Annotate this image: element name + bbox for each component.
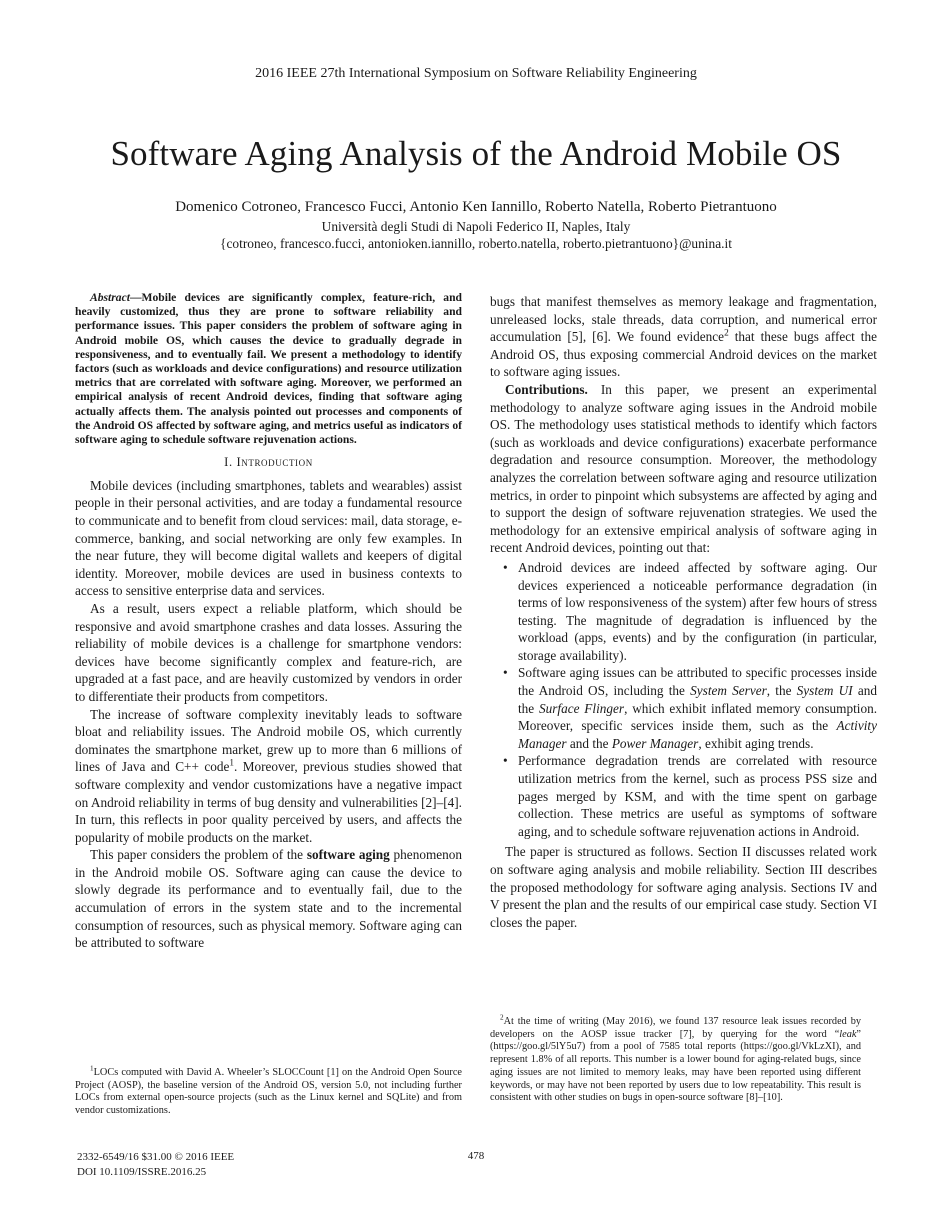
conference-header: 2016 IEEE 27th International Symposium on Software Reliability Engineering xyxy=(255,66,697,81)
intro-paragraph-3 xyxy=(75,706,462,847)
bullet2-text-e: and the xyxy=(566,735,612,751)
structure-paragraph: The paper is structured as follows. Section II discusses related work on software aging analysis and mobile reliability. Section III describes the proposed methodology for software aging analysis. Sections IV and V present the plan and the results of our empirical case study. Section VI closes the paper. xyxy=(490,844,877,930)
bullet2-text-a: Software aging issues can be attributed to specific processes inside the Android OS, including the xyxy=(518,665,877,699)
bullet2-text-c: and the xyxy=(518,683,877,716)
intro-paragraph-4 xyxy=(75,846,462,952)
footnote-1-mark: 1 xyxy=(90,1064,94,1073)
footnote-2 xyxy=(490,1013,861,1105)
abstract xyxy=(75,291,462,447)
intro-p3-text-a: The increase of software complexity inevitably leads to software bloat and reliability issues. The Android mobile OS, which currently dominates the smartphone market, grew up to more than 6 millions of lines of Java and C++ code xyxy=(75,706,462,775)
intro-p4-text-a: This paper considers the problem of the xyxy=(90,847,307,863)
section-numeral: I. xyxy=(224,455,233,470)
bullet2-italic-surface-flinger: Surface Flinger xyxy=(539,700,625,716)
paper-title: Software Aging Analysis of the Android Mobile OS xyxy=(110,134,842,173)
intro-paragraph-2: As a result, users expect a reliable platform, which should be responsive and avoid smartphone crashes and data losses. Assuring the reliability of mobile devices is a challenge for smartphone vendors: devices have become significantly complex and feature-rich, are upgraded at a fast pace, and are heavily customized by vendors in order to differentiate their products from competitors. xyxy=(75,600,462,704)
abstract-text: —Mobile devices are significantly complex, feature-rich, and heavily customized, thus they are prone to software reliability and performance issues. This paper considers the problem of software aging in Android mobile OS, which causes the device to gradually degrade in responsiveness, and to eventually fail. We present a methodology to identify factors (such as workloads and device configurations) and resource utilization metrics that are correlated with software aging. Moreover, we performed an empirical analysis of recent Android devices, finding that software aging actually affects them. The analysis pointed out processes and components of the Android OS affected by software aging, and metrics useful as indicators of software aging to schedule software rejuvenation actions. xyxy=(75,291,462,447)
footnote-ref-1: 1 xyxy=(229,758,235,769)
footnote-1-text: LOCs computed with David A. Wheeler’s SLOCCount [1] on the Android Open Source Project (AOSP), the baseline version of the Android OS, version 5.0, not including further LOCs from external open-source projects (such as the Linux kernel and SQLite) and from vendor customizations. xyxy=(75,1067,462,1116)
list-item: • Android devices are indeed affected by software aging. Our devices experienced a noticeable performance degradation (in terms of low responsiveness of the system) after few hours of stress testing. The magnitude of degradation is influenced by the workload (apps, events) and by the configuration (in particular, storage availability). xyxy=(518,559,877,665)
right-p1-text-b: that these bugs affect the Android OS, thus exposing commercial Android devices on the market to software aging issues. xyxy=(490,329,877,380)
section-title: Introduction xyxy=(236,455,313,470)
footnote-2-italic: leak xyxy=(839,1028,857,1040)
section-heading-introduction xyxy=(75,454,462,472)
footnote-ref-2: 2 xyxy=(724,328,729,339)
author-emails: {cotroneo, francesco.fucci, antonioken.iannillo, roberto.natella, roberto.pietrantuono}@unina.it xyxy=(220,236,732,251)
intro-p3-text-b: . Moreover, previous studies showed that software complexity and vendor customizations have a negative impact on Android reliability in terms of bug density and vulnerabilities [2]–[4]. In turn, this reflects in poor quality perceived by users, and affects the popularity of mobile products on the market. xyxy=(75,759,463,845)
footnote-2-text-b: ” (https://goo.gl/5lY5u7) from a pool of 7585 total reports (https://goo.gl/VkLzXI), and represent 1.8% of all reports. This number is a lower bound for aging-related bugs, since aging issues are not limited to memory leaks, may have been reported using different keywords, or may have not been reported by users due to low repeatability. This result is consistent with other studies on bugs in open-source software [8]–[10]. xyxy=(490,1028,861,1104)
issn-line: 2332-6549/16 $31.00 © 2016 IEEE xyxy=(77,1151,235,1163)
intro-p4-bold: software aging xyxy=(306,847,390,863)
bullet2-text-b: , the xyxy=(766,683,797,699)
footnote-1 xyxy=(75,1064,462,1117)
left-column xyxy=(75,291,462,952)
contributions-label: Contributions. xyxy=(505,381,588,397)
affiliation: Università degli Studi di Napoli Federico II, Naples, Italy xyxy=(321,219,631,234)
contributions-text: In this paper, we present an experimental methodology to analyze software aging issues in the Android mobile OS. The methodology uses statistical methods to identify which factors (such as workloads and device configurations) exacerbate performance degradation and resource consumption. Moreover, the methodology analyzes the correlation between software aging and resource utilization metrics, in order to pinpoint which subsystems are affected by aging and to support the design of software rejuvenation strategies. We used the methodology for an extensive empirical analysis of software aging in recent Android devices, pointing out that: xyxy=(490,381,877,556)
page-number: 478 xyxy=(467,1150,485,1162)
bullet2-italic-activity-manager: Activity Manager xyxy=(518,718,877,751)
contributions-list xyxy=(490,559,877,841)
bullet2-italic-system-ui: System UI xyxy=(796,683,853,699)
bullet2-italic-system-server: System Server xyxy=(690,683,767,699)
right-column xyxy=(490,293,877,931)
doi-line: DOI 10.1109/ISSRE.2016.25 xyxy=(77,1166,207,1178)
abstract-label: Abstract xyxy=(90,291,130,304)
bullet2-text-d: , which exhibit inflated memory consumption. Moreover, specific services inside them, such as the xyxy=(518,700,878,734)
right-p1-text-a: bugs that manifest themselves as memory leakage and fragmentation, unreleased locks, stale threads, data corruption, and numerical error accumulation [5], [6]. We found evidence xyxy=(490,294,877,345)
intro-paragraph-1: Mobile devices (including smartphones, tablets and wearables) assist people in their personal activities, and are today a fundamental resource to communicate and to benefit from cloud services: mail, data storage, e-commerce, banking, and social networking are only few examples. In the near future, they will become digital wallets and keepers of digital identity. Moreover, mobile devices are used in business contexts to access to sensitive enterprise data and services. xyxy=(75,477,462,599)
footnote-2-text-a: At the time of writing (May 2016), we found 137 resource leak issues recorded by developers on the AOSP issue tracker [7], by querying for the word “ xyxy=(490,1016,861,1040)
bullet2-text-f: , exhibit aging trends. xyxy=(698,735,814,751)
contributions-paragraph xyxy=(490,381,877,557)
list-item: • Performance degradation trends are correlated with resource utilization metrics from the kernel, such as process PSS size and pages merged by KSM, and with the time spent on garbage collection. These metrics are useful as symptoms of software aging, and to schedule software rejuvenation actions in Android. xyxy=(518,752,877,840)
intro-p4-text-b: phenomenon in the Android mobile OS. Software aging can cause the device to slowly degrade its performance and to eventually fail, due to the accumulation of errors in the system state and to the incremental consumption of resources, such as physical memory. Software aging can be attributed to software xyxy=(75,847,463,951)
intro-paragraph-continued xyxy=(490,293,877,381)
list-item xyxy=(518,664,877,752)
bullet2-italic-power-manager: Power Manager xyxy=(611,735,699,751)
author-list: Domenico Cotroneo, Francesco Fucci, Antonio Ken Iannillo, Roberto Natella, Roberto Pietrantuono xyxy=(175,199,777,215)
footnote-2-mark: 2 xyxy=(500,1013,504,1022)
